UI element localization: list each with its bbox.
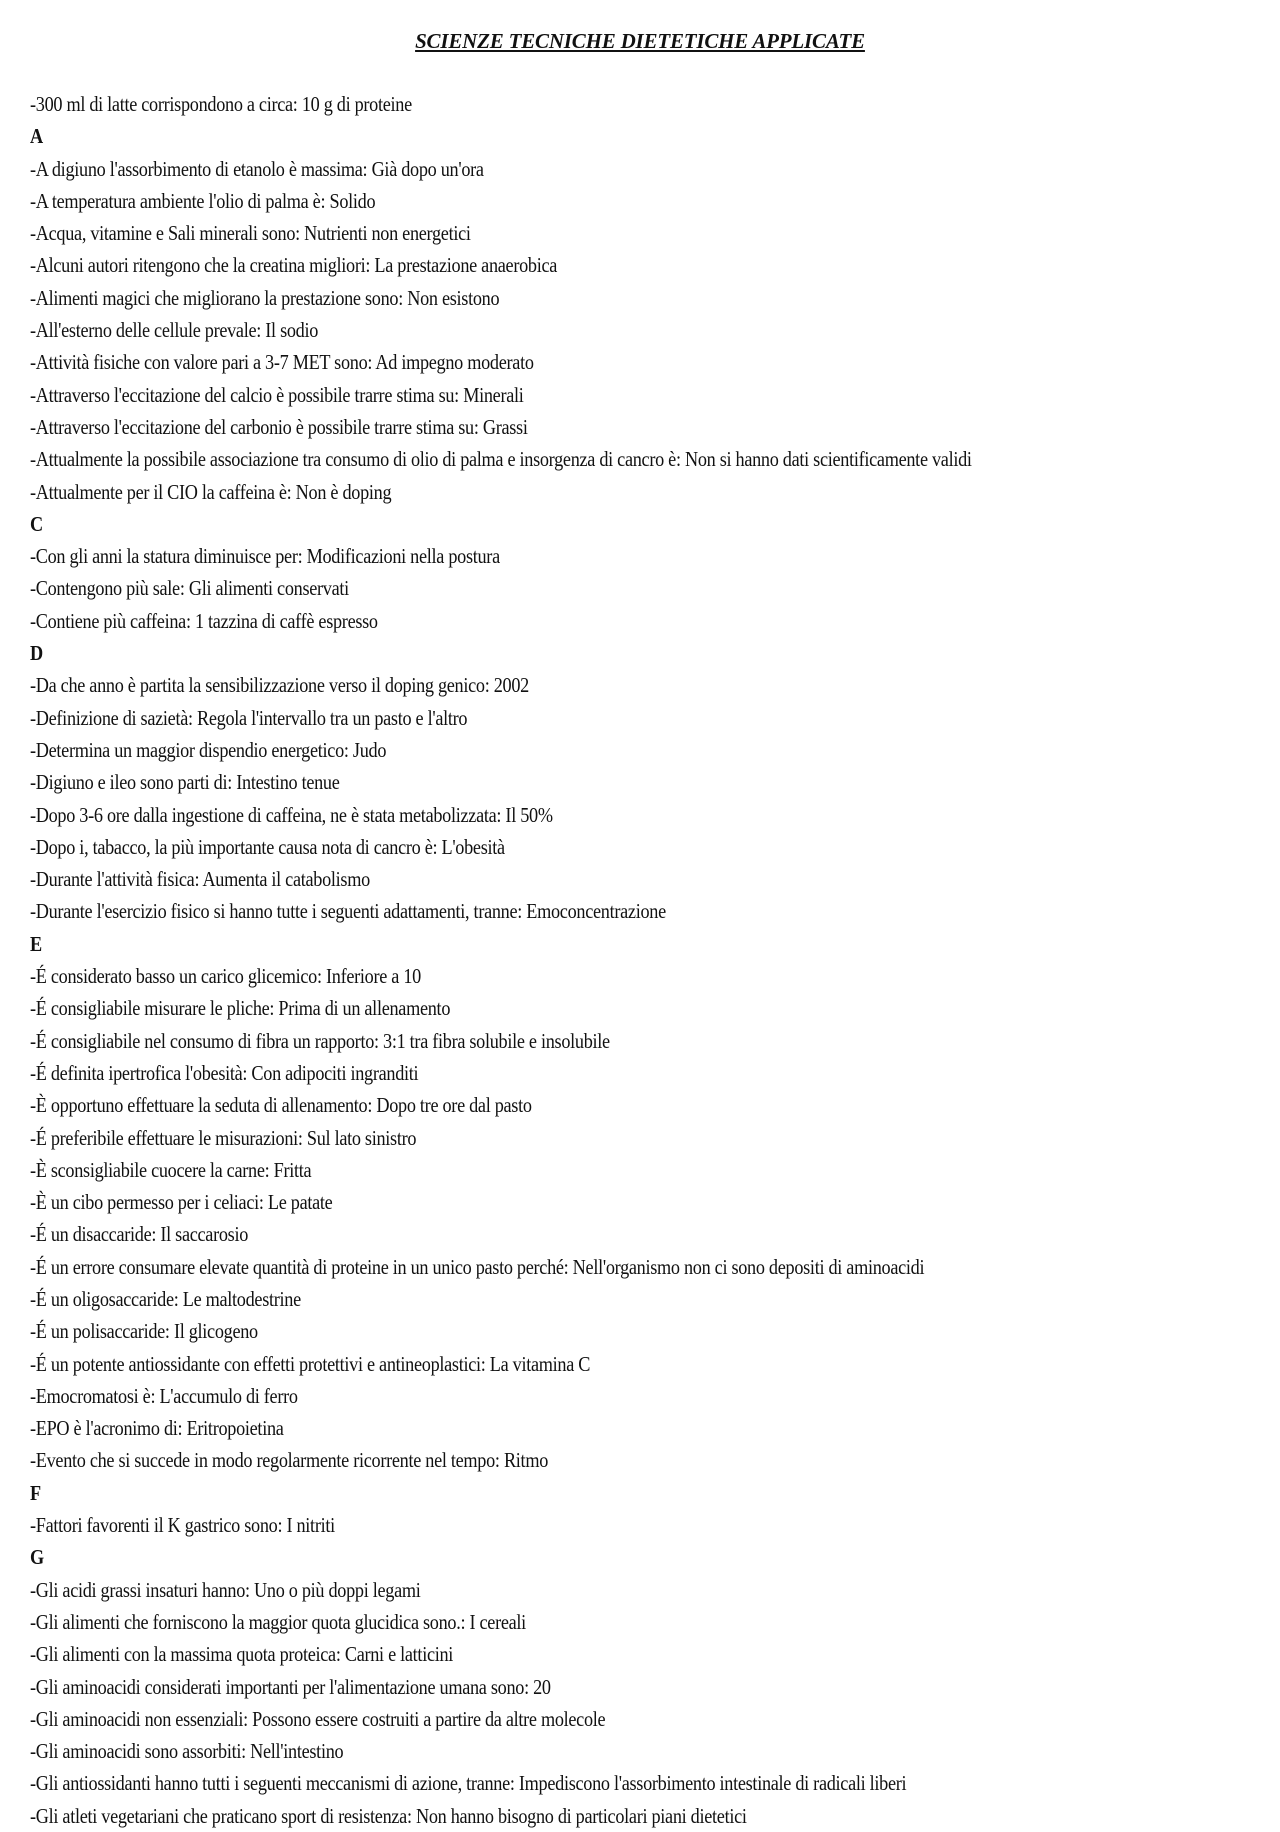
question-answer-line: -Alimenti magici che migliorano la prestazione sono: Non esistono xyxy=(30,285,500,310)
question-answer-line: -Attività fisiche con valore pari a 3-7 MET sono: Ad impegno moderato xyxy=(30,350,534,375)
question-answer-line: -Digiuno e ileo sono parti di: Intestino tenue xyxy=(30,770,340,795)
question-answer-line: -Acqua, vitamine e Sali minerali sono: Nutrienti non energetici xyxy=(30,221,471,246)
question-answer-line: -EPO è l'acronimo di: Eritropoietina xyxy=(30,1416,284,1441)
page-title: SCIENZE TECNICHE DIETETICHE APPLICATE xyxy=(415,29,865,53)
question-answer-line: -É definita ipertrofica l'obesità: Con adipociti ingranditi xyxy=(30,1060,419,1085)
question-answer-line: -Emocromatosi è: L'accumulo di ferro xyxy=(30,1383,298,1408)
question-answer-line: -Attraverso l'eccitazione del carbonio è possibile trarre stima su: Grassi xyxy=(30,414,528,439)
question-answer-line: -Determina un maggior dispendio energetico: Judo xyxy=(30,737,387,762)
question-answer-line: -Durante l'attività fisica: Aumenta il catabolismo xyxy=(30,867,370,892)
question-answer-line: -Definizione di sazietà: Regola l'intervallo tra un pasto e l'altro xyxy=(30,705,468,730)
question-answer-line: -Alcuni autori ritengono che la creatina migliori: La prestazione anaerobica xyxy=(30,253,558,278)
question-answer-line: -È opportuno effettuare la seduta di allenamento: Dopo tre ore dal pasto xyxy=(30,1093,532,1118)
question-answer-line: -Contengono più sale: Gli alimenti conservati xyxy=(30,576,349,601)
question-answer-line: -Gli aminoacidi considerati importanti per l'alimentazione umana sono: 20 xyxy=(30,1674,551,1699)
question-answer-line: -É un errore consumare elevate quantità di proteine in un unico pasto perché: Nell'organismo non ci sono depositi di aminoacidi xyxy=(30,1254,925,1279)
section-letter-heading: E xyxy=(30,931,42,956)
question-answer-line: -Gli alimenti con la massima quota proteica: Carni e latticini xyxy=(30,1642,454,1667)
section-letter-heading: D xyxy=(30,641,43,666)
question-answer-line: -Fattori favorenti il K gastrico sono: I nitriti xyxy=(30,1513,335,1538)
section-letter-heading: G xyxy=(30,1545,44,1570)
question-answer-line: -Gli aminoacidi sono assorbiti: Nell'intestino xyxy=(30,1739,344,1764)
section-letter-heading: C xyxy=(30,511,43,536)
question-answer-line: -A temperatura ambiente l'olio di palma è: Solido xyxy=(30,188,376,213)
question-answer-line: -É un oligosaccaride: Le maltodestrine xyxy=(30,1286,301,1311)
question-answer-line: -Gli alimenti che forniscono la maggior quota glucidica sono.: I cereali xyxy=(30,1609,526,1634)
question-answer-line: -Con gli anni la statura diminuisce per: Modificazioni nella postura xyxy=(30,544,500,569)
question-answer-line: -Dopo 3-6 ore dalla ingestione di caffeina, ne è stata metabolizzata: Il 50% xyxy=(30,802,553,827)
question-answer-line: -All'esterno delle cellule prevale: Il sodio xyxy=(30,318,319,343)
question-answer-line: -É consigliabile misurare le pliche: Prima di un allenamento xyxy=(30,996,451,1021)
question-answer-line: -Gli acidi grassi insaturi hanno: Uno o più doppi legami xyxy=(30,1577,421,1602)
question-answer-line: -Gli aminoacidi non essenziali: Possono essere costruiti a partire da altre molecole xyxy=(30,1706,606,1731)
question-answer-line: -É un potente antiossidante con effetti protettivi e antineoplastici: La vitamina C xyxy=(30,1351,591,1376)
question-answer-line: -Gli atleti vegetariani che praticano sport di resistenza: Non hanno bisogno di particolari piani dietetici xyxy=(30,1803,747,1828)
question-answer-line: -Contiene più caffeina: 1 tazzina di caffè espresso xyxy=(30,608,378,633)
question-answer-line: -É consigliabile nel consumo di fibra un rapporto: 3:1 tra fibra solubile e insolubile xyxy=(30,1028,610,1053)
question-answer-line: -300 ml di latte corrispondono a circa: 10 g di proteine xyxy=(30,92,412,116)
question-answer-line: -A digiuno l'assorbimento di etanolo è massima: Già dopo un'ora xyxy=(30,156,484,181)
question-answer-line: -É preferibile effettuare le misurazioni: Sul lato sinistro xyxy=(30,1125,417,1150)
question-answer-line: -É un polisaccaride: Il glicogeno xyxy=(30,1319,258,1344)
section-letter-heading: F xyxy=(30,1480,41,1505)
question-answer-line: -Evento che si succede in modo regolarmente ricorrente nel tempo: Ritmo xyxy=(30,1448,549,1473)
section-letter-heading: A xyxy=(30,124,43,149)
question-answer-line: -È sconsigliabile cuocere la carne: Fritta xyxy=(30,1157,312,1182)
question-answer-line: -É un disaccaride: Il saccarosio xyxy=(30,1222,249,1247)
question-answer-line: -Gli antiossidanti hanno tutti i seguenti meccanismi di azione, tranne: Impediscono l'assorbimento intestinale di radicali liberi xyxy=(30,1771,907,1796)
question-answer-line: -Durante l'esercizio fisico si hanno tutte i seguenti adattamenti, tranne: Emoconcentrazione xyxy=(30,899,666,924)
question-answer-line: -È un cibo permesso per i celiaci: Le patate xyxy=(30,1190,333,1215)
question-answer-line: -Dopo i, tabacco, la più importante causa nota di cancro è: L'obesità xyxy=(30,834,505,859)
question-answer-line: -Attraverso l'eccitazione del calcio è possibile trarre stima su: Minerali xyxy=(30,382,524,407)
document-body xyxy=(30,88,1270,1832)
question-answer-line: -Da che anno è partita la sensibilizzazione verso il doping genico: 2002 xyxy=(30,673,529,698)
question-answer-line: -Attualmente la possibile associazione tra consumo di olio di palma e insorgenza di cancro è: Non si hanno dati scientificamente validi xyxy=(30,447,972,472)
question-answer-line: -É considerato basso un carico glicemico: Inferiore a 10 xyxy=(30,964,421,989)
question-answer-line: -Attualmente per il CIO la caffeina è: Non è doping xyxy=(30,479,392,504)
